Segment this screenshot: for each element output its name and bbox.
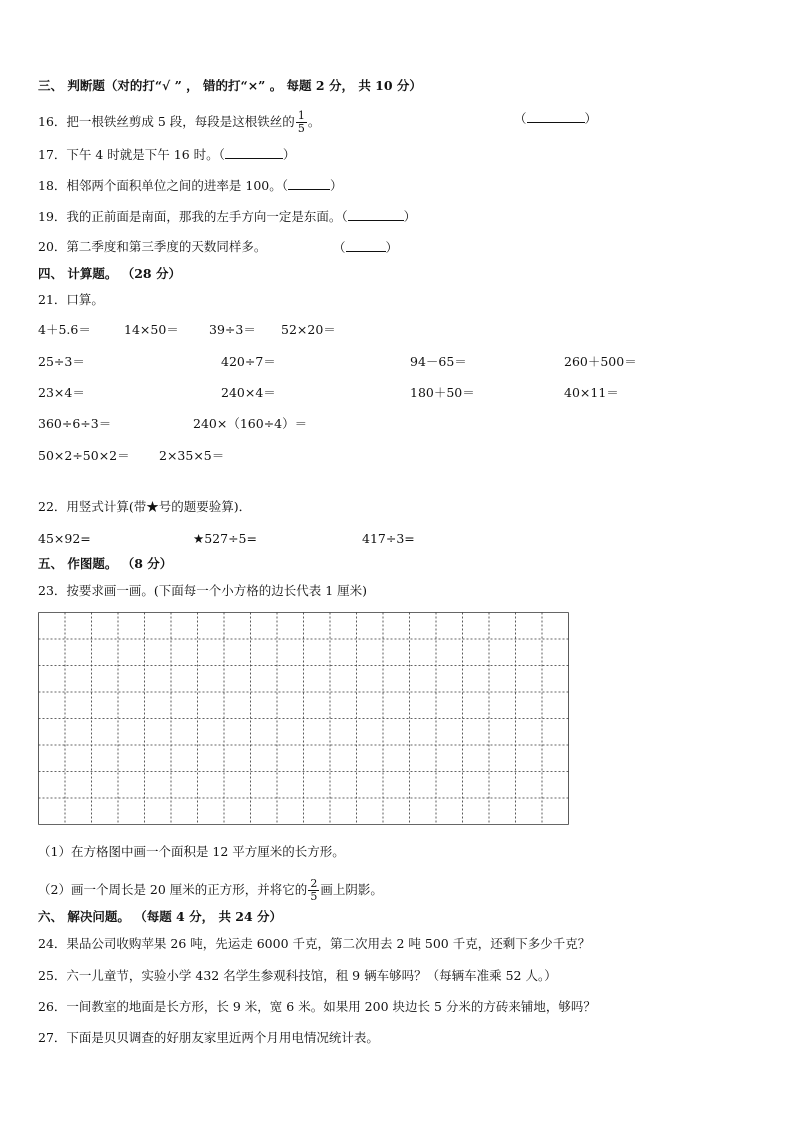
question-21-title: 21．口算。	[38, 292, 104, 307]
answer-16-parens	[514, 110, 597, 127]
calc-item: 260＋500＝	[564, 354, 637, 369]
question-25: 25．六一儿童节，实验小学 432 名学生参观科技馆，租 9 辆车够吗？（每辆车准乘 52 人。）	[38, 968, 557, 983]
calc-item: 52×20＝	[281, 322, 336, 337]
question-23-sub2	[38, 878, 383, 903]
fraction-two-fifths	[308, 878, 319, 903]
paren-close: ）	[584, 111, 598, 126]
calc-item: 25÷3＝	[38, 354, 85, 369]
question-17-text: 17．下午 4 时就是下午 16 时。（	[38, 147, 225, 162]
fraction-denominator: 5	[297, 122, 305, 135]
question-20-text: 20．第二季度和第三季度的天数同样多。	[38, 239, 267, 254]
calc-item: 360÷6÷3＝	[38, 416, 112, 431]
fraction-numerator: 2	[310, 877, 318, 890]
question-23-sub2-end: 画上阴影。	[320, 882, 383, 897]
calc-item: 420÷7＝	[221, 354, 276, 369]
question-19-text: 19．我的正前面是南面，那我的左手方向一定是东面。（	[38, 209, 348, 224]
question-16-text: 16．把一根铁丝剪成 5 段，每段是这根铁丝的	[38, 114, 295, 129]
question-19	[38, 208, 416, 225]
question-27: 27．下面是贝贝调查的好朋友家里近两个月用电情况统计表。	[38, 1030, 379, 1045]
question-18-text: 18．相邻两个面积单位之间的进率是 100。（	[38, 178, 288, 193]
answer-20-blank[interactable]	[346, 239, 386, 252]
vertical-calc-item: ★527÷5=	[193, 531, 257, 546]
calc-item: 4＋5.6＝	[38, 322, 91, 337]
question-18	[38, 177, 343, 194]
fraction-denominator: 5	[310, 890, 318, 903]
paren-close: ）	[282, 147, 296, 162]
paren-close: ）	[403, 209, 417, 224]
question-16	[38, 110, 320, 135]
section-4-heading: 四、 计算题。 （28 分）	[38, 266, 181, 281]
calc-item: 39÷3＝	[209, 322, 256, 337]
answer-19-blank[interactable]	[348, 208, 404, 221]
calc-item: 23×4＝	[38, 385, 85, 400]
calc-item: 40×11＝	[564, 385, 619, 400]
paren-open: （	[514, 111, 527, 126]
question-23-title: 23．按要求画一画。(下面每一个小方格的边长代表 1 厘米)	[38, 583, 368, 598]
section-5-heading: 五、 作图题。 （8 分）	[38, 556, 173, 571]
question-23-sub2-text: （2）画一个周长是 20 厘米的正方形，并将它的	[38, 882, 308, 897]
vertical-calc-item: 417÷3=	[362, 531, 415, 546]
answer-20-parens	[333, 239, 398, 256]
question-17	[38, 146, 295, 163]
square-grid[interactable]	[38, 612, 569, 825]
fraction-one-fifth	[296, 110, 307, 135]
calc-item: 240×（160÷4）＝	[193, 416, 308, 431]
calc-item: 180＋50＝	[410, 385, 475, 400]
question-23-sub1: （1）在方格图中画一个面积是 12 平方厘米的长方形。	[38, 844, 345, 859]
fraction-numerator: 1	[297, 109, 305, 122]
section-6-heading: 六、 解决问题。 （每题 4 分， 共 24 分）	[38, 909, 283, 924]
question-26: 26．一间教室的地面是长方形，长 9 米，宽 6 米。如果用 200 块边长 5 分米的方砖来铺地，够吗？	[38, 999, 596, 1014]
answer-17-blank[interactable]	[225, 146, 283, 159]
calc-item: 14×50＝	[124, 322, 179, 337]
calc-item: 94－65＝	[410, 354, 467, 369]
answer-16-blank[interactable]	[527, 110, 585, 123]
paren-close: ）	[385, 240, 399, 255]
section-3-heading: 三、 判断题（对的打“√ ” ， 错的打“×” 。 每题 2 分， 共 10 分）	[38, 78, 422, 93]
calc-item: 2×35×5＝	[159, 448, 225, 463]
calc-item: 50×2÷50×2＝	[38, 448, 130, 463]
question-16-end: 。	[307, 114, 321, 129]
question-22-title: 22．用竖式计算(带★号的题要验算)．	[38, 499, 252, 514]
calc-item: 240×4＝	[221, 385, 276, 400]
vertical-calc-item: 45×92=	[38, 531, 91, 546]
question-24: 24．果品公司收购苹果 26 吨，先运走 6000 千克，第二次用去 2 吨 500 千克，还剩下多少千克？	[38, 936, 591, 951]
paren-close: ）	[330, 178, 343, 193]
answer-18-blank[interactable]	[288, 177, 330, 190]
paren-open: （	[333, 240, 346, 255]
question-20	[38, 239, 266, 255]
